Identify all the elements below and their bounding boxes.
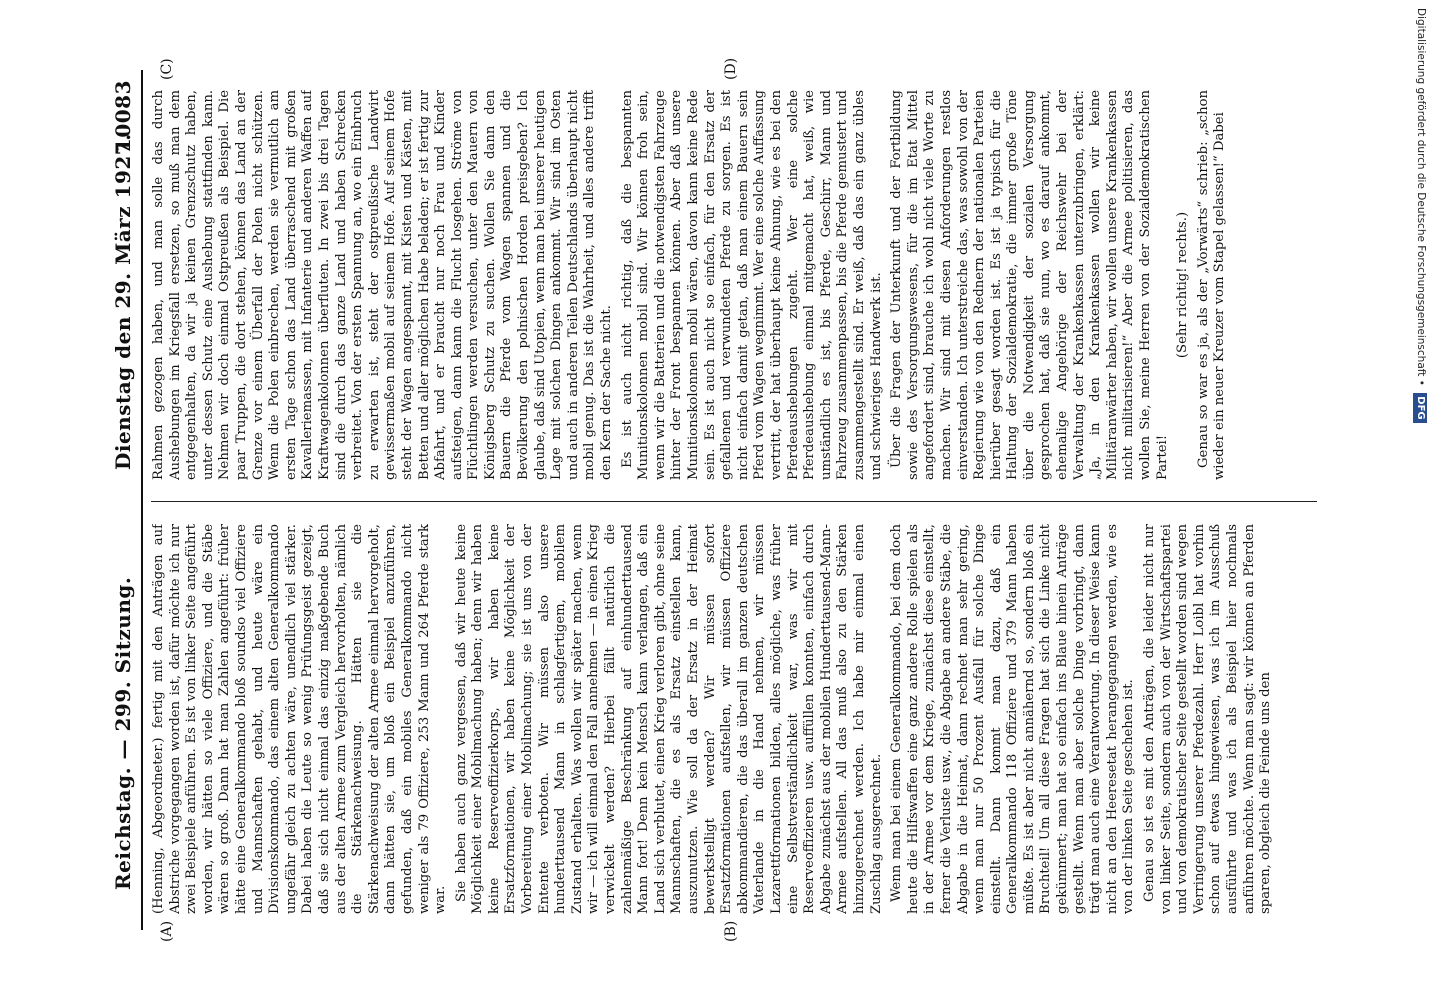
- interjection: (Sehr richtig! rechts.): [1175, 211, 1191, 359]
- column-divider: [151, 501, 1317, 502]
- digitization-credit: [1411, 8, 1431, 992]
- dfg-logo: DFG: [1413, 393, 1427, 422]
- paragraph: Genau so ist es mit den Anträgen, die leider nicht nur von linker Seite, sondern auch von der Wirtschaftspartei und von demokratischer Seite gestellt worden sind wegen Verringerung unserer Pferdezahl. Herr Loibl hat vorhin schon auf etwas hingewiesen, was ich im Ausschuß ausführte und was ich als Beispiel hier nochmals anführen möchte. Wenn man sagt: wir können an Pferden sparen, obgleich die Feinde uns den: [1142, 524, 1274, 914]
- margin-marker-a: (A): [159, 920, 175, 942]
- paragraph: Über die Fragen der Unterkunft und der Fortbildung sowie des Versorgungswesens, für die im Etat Mittel angefordert sind, brauche ich wohl nicht viele Worte zu machen. Wir sind mit diesen Anforderungen restlos einverstanden. Ich unterstreiche das, was sowohl von der Regierung wie von den Rednern der nationalen Parteien hierüber gesagt worden ist. Es ist ja typisch für die Haltung der Sozialdemokratie, die immer große Töne über die Notwendigkeit der sozialen Versorgung gesprochen hat, daß sie nun, wo es darauf ankommt, ehemalige Angehörige der Reichswehr bei der Verwaltung der Krankenkassen unterzubringen, erklärt: „Ja, in den Krankenkassen wollen wir keine Militäranwärter haben, wir wollen unsere Krankenkassen nicht militarisieren!“ Aber die Armee politisieren, das wollen Sie, meine Herren von der Sozialdemokratischen Partei!: [889, 90, 1170, 480]
- paragraph: Wenn man bei einem Generalkommando, bei dem doch heute die Hilfswaffen eine ganz andere Rolle spielen als in der Armee vor dem Kriege, zunächst diese einstellt, ferner die Verluste usw., die Abgabe an andere Stäbe, die Abgabe in die Heimat, dann rechnet man sehr gering, wenn man nur 50 Prozent Ausfall für solche Dinge einstellt. Dann kommt man dazu, daß ein Generalkommando 118 Offiziere und 379 Mann haben müßte. Es ist aber nicht annähernd so, sondern bloß ein Bruchteil! Um all diese Fragen hat sich die Linke nicht gekümmert; man hat so einfach ins Blaue hinein Anträge gestellt. Wenn man aber solche Dinge vorbringt, dann trägt man auch eine Verantwortung. In dieser Weise kann nicht an den Heeresetat herangegangen werden, wie es von der linken Seite geschehen ist.: [889, 524, 1137, 914]
- page-number: 10083: [111, 80, 135, 153]
- page-header: [107, 70, 143, 930]
- text-column-right: [151, 90, 1317, 480]
- paragraph: Sie haben auch ganz vergessen, daß wir heute keine Möglichkeit einer Mobilmachung haben; denn wir haben keine Reserveoffizierkorps, wir haben keine Ersatzformationen, wir haben keine Möglichkeit der Vorbereitung einer Mobilmachung; sie ist uns von der Entente verboten. Wir müssen also unsere hunderttausend Mann in schlagfertigem, mobilem Zustand erhalten. Was wollen wir später machen, wenn wir — ich will einmal den Fall annehmen — in einen Krieg verwickelt werden? Hierbei fällt natürlich die zahlenmäßige Beschränkung auf einhunderttausend Mann fort! Denn kein Mensch kann verlangen, daß ein Land sich verblutet, einen Krieg verloren gibt, ohne seine Mannschaften, die es als Ersatz einstellen kann, auszunutzen. Wie soll da der Ersatz in der Heimat bewerkstelligt werden? Wir müssen sofort Ersatzformationen aufstellen, wir müssen Offiziere abkommandieren, die das überall im ganzen deutschen Vaterlande in die Hand nehmen, wir müssen Lazarettformationen bilden, alles mögliche, was früher eine Selbstverständlichkeit war, was wir mit Reserveoffizieren usw. auffüllen konnten, einfach durch Abgabe zunächst aus der mobilen Hunderttausend-Mann-Armee aufstellen. All das muß also zu den Stärken hinzugerechnet werden. Ich habe mir einmal einen Zuschlag ausgerechnet.: [453, 524, 884, 914]
- scanned-page: [87, 50, 1347, 950]
- paragraph: Es ist auch nicht richtig, daß die bespannten Munitionskolonnen mobil sind. Wir können froh sein, wenn wir die Batterien und die notwendigsten Fahrzeuge hinter der Front bespannen können. Aber daß unsere Munitionskolonnen mobil wären, davon kann keine Rede sein. Es ist auch nicht so einfach, für den Ersatz der gefallenen und verwundeten Pferde zu sorgen. Es ist nicht einfach damit getan, daß man einem Bauern sein Pferd vom Wagen wegnimmt. Wer eine solche Auffassung vertritt, der hat überhaupt keine Ahnung, wie es bei den Pferdeaushebungen zugeht. Wer eine solche Pferdeaushebung einmal mitgemacht hat, weiß, wie umständlich es ist, bis Pferde, Geschirr, Mann und Fahrzeug zusammenpassen, bis die Pferde gemustert und zusammengestellt sind. Er weiß, daß das ein ganz übles und schwieriges Handwerk ist.: [619, 90, 884, 480]
- margin-marker-d: (D): [723, 57, 739, 80]
- header-date: Dienstag den 29. März 1927.: [111, 133, 135, 470]
- paragraph: Rahmen gezogen haben, und man solle das durch Aushebungen im Kriegsfall ersetzen, so muß man dem entgegenhalten, da wir ja keinen Grenzschutz haben, unter dessen Schutz eine Aushebung stattfinden kann. Nehmen wir doch einmal Ostpreußen als Beispiel. Die paar Truppen, die dort stehen, können das Land an der Grenze vor einem Überfall der Polen nicht schützen. Wenn die Polen einbrechen, werden sie vermutlich am ersten Tage schon das Land überraschend mit großen Kavalleriemassen, mit Infanterie und anderen Waffen auf Kraftwagenkolonnen überfluten. In zwei bis drei Tagen sind die durch das ganze Land und haben Schrecken verbreitet. Von der ersten Spannung an, wo ein Einbruch zu erwarten ist, steht der ostpreußische Landwirt gewissermaßen mobil auf seinem Hofe. Auf seinem Hofe steht der Wagen angespannt, mit Kisten und Kästen, mit Betten und aller möglichen Habe beladen; er ist fertig zur Abfahrt, und er braucht nur noch Frau und Kinder aufsteigen, dann kann die Flucht losgehen. Ströme von Flüchtlingen werden versuchen, unter den Mauern von Königsberg Schutz zu suchen. Wollen Sie dann den Bauern die Pferde vom Wagen spannen und die Bevölkerung den polnischen Horden preisgeben? Ich glaube, daß sind Utopien, wenn man bei unserer heutigen Lage mit solchen Dingen ankommt. Wir sind im Osten und auch in anderen Teilen Deutschlands überhaupt nicht mobil genug. Das ist die Wahrheit, und alles andere trifft den Kern der Sache nicht.: [151, 90, 615, 480]
- credit-text: Digitalisierung gefördert durch die Deutsche Forschungsgemeinschaft •: [1415, 8, 1427, 386]
- paragraph: (Henning, Abgeordneter.) fertig mit den Anträgen auf Abstriche vorgegangen worden ist, dafür möchte ich nur zwei Beispiele anführen. Es ist von linker Seite angeführt worden, wir hätten so viele Offiziere, und die Stäbe wären so groß. Dann hat man Zahlen angeführt: früher hätte eine Generalkommando bloß soundso viel Offiziere und Mannschaften gehabt, und heute wäre ein Divisionskommando, das einem alten Generalkommando ungefähr gleich zu achten wäre, unendlich viel stärker. Dabei haben die Leute so wenig Prüfungsgeist gezeigt, daß sie sich nicht einmal das einzig maßgebende Buch aus der alten Armee zum Vergleich hervorholten, nämlich die Stärkenachweisung. Hätten sie die Stärkenachweisung der alten Armee einmal hervorgeholt, dann hätten sie, um bloß ein Beispiel anzuführen, gefunden, daß ein mobiles Generalkommando nicht weniger als 79 Offiziere, 253 Mann und 264 Pferde stark war.: [151, 524, 449, 914]
- paragraph: Genau so war es ja, als der „Vorwärts“ schrieb: „schon wieder ein neuer Kreuzer vom Stapel gelassen!“ Dabei: [1195, 90, 1228, 480]
- margin-marker-c: (C): [159, 58, 175, 80]
- text-column-left: [151, 524, 1317, 914]
- margin-marker-b: (B): [723, 920, 739, 942]
- header-session: Reichstag. — 299. Sitzung.: [111, 576, 135, 890]
